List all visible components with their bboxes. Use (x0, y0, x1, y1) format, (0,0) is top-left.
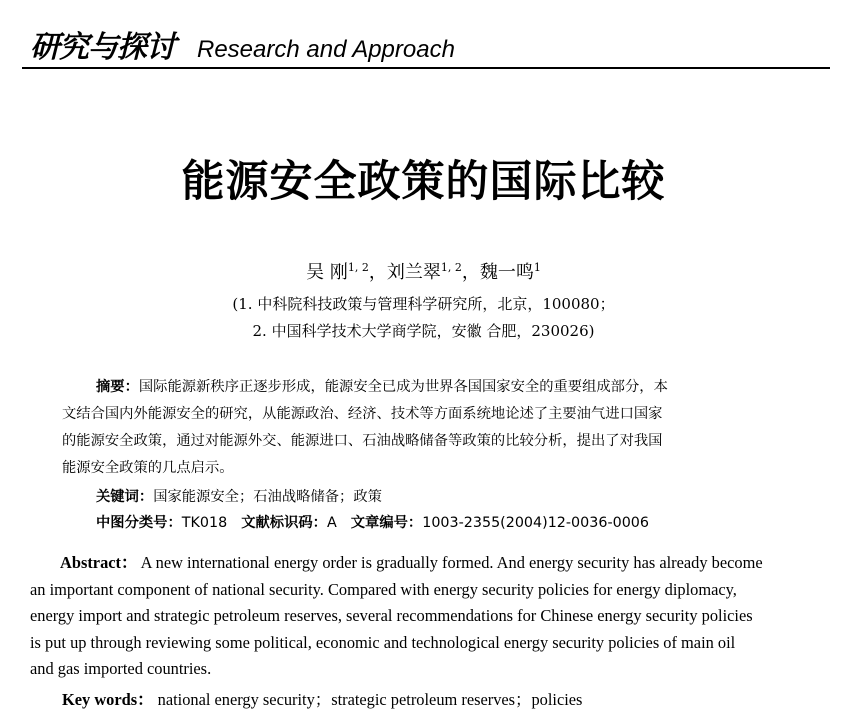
section-title-cn: 研究与探讨 (30, 30, 175, 65)
abstract-en-text: an important component of national security. Compared with energy security policies for energy diplomacy, (30, 579, 737, 599)
abstract-cn-text: 文结合国内外能源安全的研究，从能源政治、经济、技术等方面系统地论述了主要油气进口国家 (62, 406, 663, 422)
keywords-cn-text: 国家能源安全；石油战略储备；政策 (153, 489, 382, 505)
author-name: 刘兰翠 (386, 262, 441, 283)
keywords-cn-label: 关键词： (96, 489, 154, 505)
article-number-label: 文章编号： (350, 515, 423, 531)
abstract-en-text: is put up through reviewing some political, economic and technological energy security policies of main oil (30, 632, 736, 652)
keywords-en-label: Key words： (62, 690, 154, 709)
section-title-en: Research and Approach (197, 36, 455, 63)
keywords-cn (96, 486, 382, 506)
running-header (30, 22, 455, 66)
abstract-cn (62, 374, 810, 482)
abstract-en-text: A new international energy order is gradually formed. And energy security has already become (140, 553, 763, 572)
doc-code-value: A (326, 515, 337, 531)
abstract-cn-label: 摘要： (96, 379, 139, 395)
author-name: 魏一鸣 (479, 262, 534, 283)
paper-title: 能源安全政策的国际比较 (181, 157, 666, 207)
abstract-cn-text: 的能源安全政策，通过对能源外交、能源进口、石油战略储备等政策的比较分析，提出了对我国 (62, 433, 663, 449)
abstract-cn-text: 国际能源新秩序正逐步形成，能源安全已成为世界各国国家安全的重要组成部分，本 (138, 379, 668, 395)
author-affiliation-mark: 1 (533, 261, 541, 274)
affiliation-1: (1. 中科院科技政策与管理科学研究所，北京，100080； (232, 295, 615, 313)
author-name: 吴 刚 (306, 262, 348, 283)
abstract-en-text: energy import and strategic petroleum reserves, several recommendations for Chinese energy security policies (30, 606, 753, 625)
classification-line (96, 512, 649, 532)
doc-code-label: 文献标识码： (241, 515, 327, 531)
author-affiliation-mark: 1, 2 (440, 261, 462, 274)
clc-label: 中图分类号： (96, 515, 182, 531)
keywords-en (62, 686, 582, 710)
affiliation-2: 2. 中国科学技术大学商学院，安徽 合肥，230026) (252, 322, 595, 340)
author-list: 吴 刚$^{1, 2}$，刘兰翠$^{1, 2}$，魏一鸣$^1$ (306, 261, 541, 283)
abstract-en-label: Abstract： (60, 553, 138, 572)
abstract-en-text: and gas imported countries. (30, 659, 212, 678)
abstract-en (30, 550, 830, 683)
article-number-value: 1003-2355(2004)12-0036-0006 (422, 515, 649, 531)
clc-value: TK018 (181, 515, 228, 531)
abstract-cn-text: 能源安全政策的几点启示。 (62, 460, 234, 476)
keywords-en-text: national energy security；strategic petroleum reserves；policies (157, 690, 583, 709)
header-divider (22, 67, 830, 69)
author-affiliation-mark: 1, 2 (347, 261, 369, 274)
